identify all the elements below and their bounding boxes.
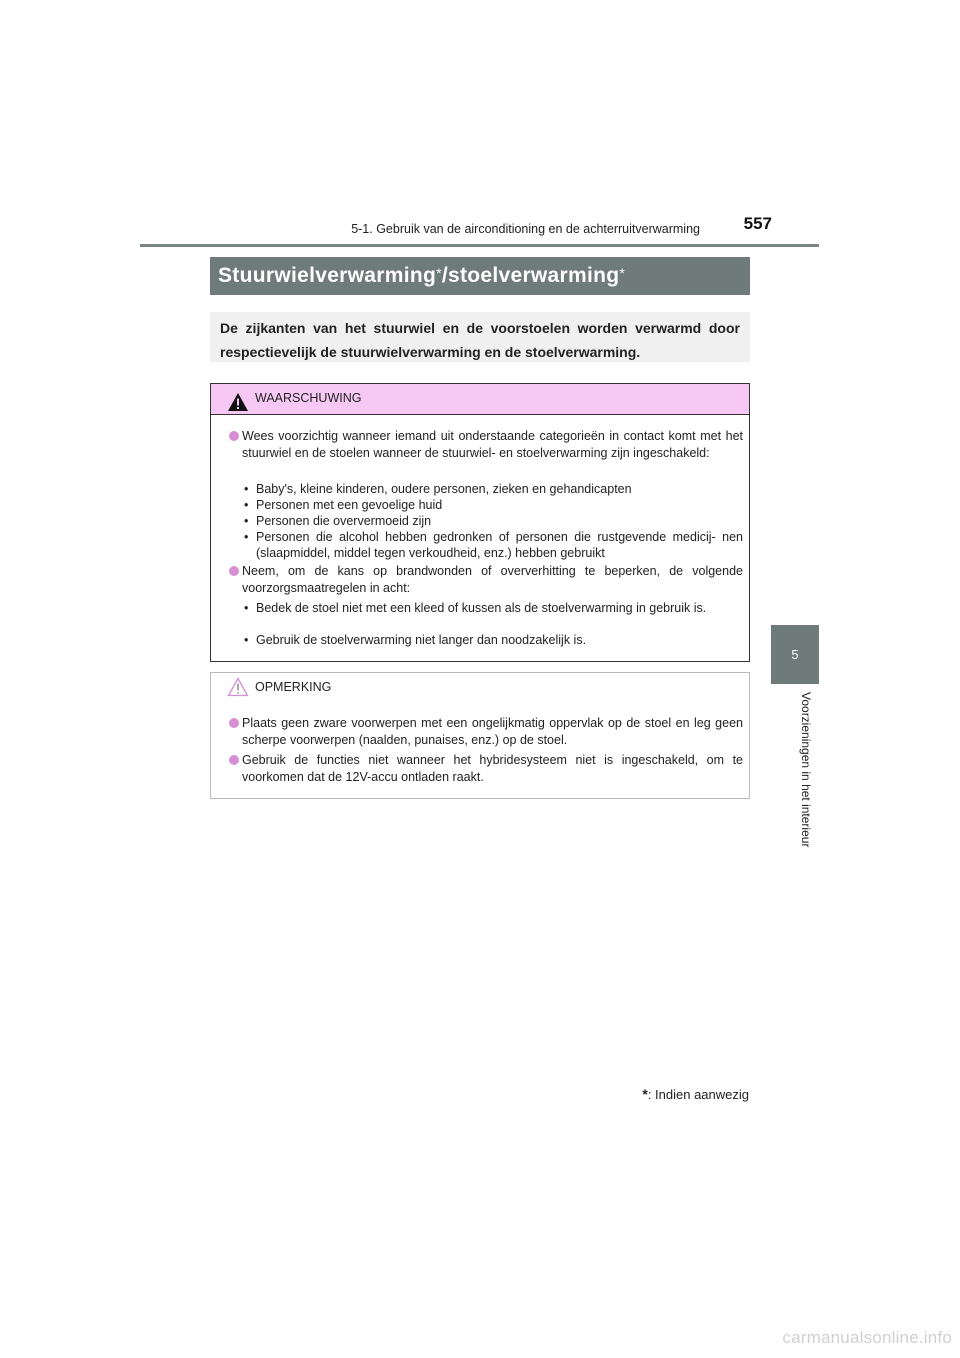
watermark: carmanualsonline.info (782, 1328, 952, 1347)
warning-box (210, 383, 750, 662)
section-title-part2: /stoelverwarming (441, 264, 620, 287)
chapter-tab: 5 (771, 625, 819, 684)
note-heading: OPMERKING (255, 680, 332, 694)
warning-header (211, 384, 749, 415)
chapter-title: Voorzieningen in het interieur (799, 692, 813, 848)
warning-heading: WAARSCHUWING (255, 391, 362, 405)
asterisk-marker: * (619, 265, 626, 281)
footnote-text: : Indien aanwezig (647, 1087, 749, 1102)
bullet-icon (229, 431, 239, 441)
running-header-section: 5-1. Gebruik van de airconditioning en de achterruitverwarming (351, 222, 700, 236)
warning-subitem: • Baby's, kleine kinderen, oudere personen, zieken en gehandicapten (244, 482, 632, 496)
footnote-marker: * (642, 1086, 648, 1102)
intro-text: De zijkanten van het stuurwiel en de voorstoelen worden verwarmd door respectievelijk de stuurwielverwarming en de stoelverwarming. (210, 312, 750, 362)
note-bullet: Gebruik de functies niet wanneer het hybridesysteem niet is ingeschakeld, om te voorkomen dat de 12V-accu ontladen raakt. (229, 752, 743, 785)
warning-bullet: Wees voorzichtig wanneer iemand uit onderstaande categorieën in contact komt met het stuurwiel en de stoelen wanneer de stuurwiel- en stoelverwarming zijn ingeschakeld: (229, 428, 743, 461)
bullet-dot-icon: • (244, 514, 249, 528)
bullet-icon (229, 755, 239, 765)
note-header (211, 673, 749, 703)
bullet-dot-icon: • (244, 482, 249, 496)
note-bullet: Plaats geen zware voorwerpen met een ongelijkmatig oppervlak op de stoel en leg geen scherpe voorwerpen (naalden, punaises, enz.) op de stoel. (229, 715, 743, 748)
bullet-icon (229, 566, 239, 576)
warning-subitem: • Gebruik de stoelverwarming niet langer dan noodzakelijk is. (244, 633, 587, 647)
warning-bullet: Neem, om de kans op brandwonden of oververhitting te beperken, de volgende voorzorgsmaatregelen in acht: (229, 563, 743, 596)
warning-subitem: • Bedek de stoel niet met een kleed of kussen als de stoelverwarming in gebruik is. (244, 601, 707, 615)
header-rule (140, 244, 819, 247)
asterisk-marker: * (436, 265, 442, 281)
section-title (210, 257, 750, 295)
warning-triangle-icon (227, 392, 249, 412)
bullet-dot-icon: • (244, 633, 249, 647)
bullet-dot-icon: • (244, 601, 249, 615)
warning-subitem: • Personen die alcohol hebben gedronken of personen die rustgevende medicij- nen (slaapmiddel, middel tegen verkoudheid, enz.) hebben gebruikt (244, 530, 743, 560)
page-number: 557 (743, 214, 772, 233)
warning-subitem: • Personen die oververmoeid zijn (244, 514, 432, 528)
bullet-dot-icon: • (244, 530, 249, 544)
section-title-part1: Stuurwielverwarming (218, 264, 437, 287)
warning-subitem: • Personen met een gevoelige huid (244, 498, 443, 512)
caution-outline-icon (227, 677, 249, 697)
bullet-dot-icon: • (244, 498, 249, 512)
bullet-icon (229, 718, 239, 728)
note-box (210, 672, 750, 799)
footnote (560, 1086, 749, 1102)
